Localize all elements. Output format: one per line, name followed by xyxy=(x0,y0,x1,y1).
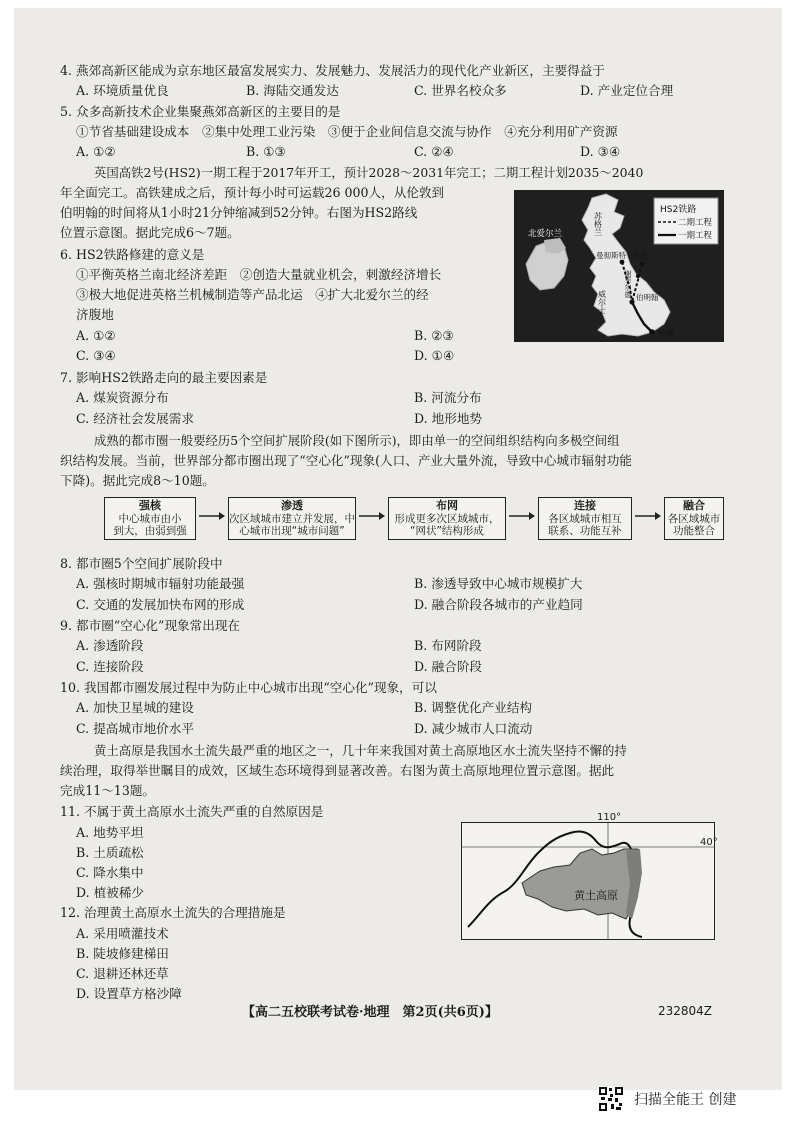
page-footer: 【高二五校联考试卷·地理 第2页(共6页)】 xyxy=(242,1005,498,1020)
flow-stage-1-desc1: 中心城市由小 xyxy=(118,512,182,525)
q9-option-a: A. 渗透阶段 xyxy=(76,638,144,653)
q4-option-c: C. 世界名校众多 xyxy=(414,83,507,98)
q5-stem: 5. 众多高新技术企业集聚燕郊高新区的主要目的是 xyxy=(60,104,341,119)
flow-stage-4-desc1: 各区域城市相互 xyxy=(548,512,622,525)
q4-stem: 4. 燕郊高新区能成为京东地区最富发展实力、发展魅力、发展活力的现代化产业新区，主要得益于 xyxy=(60,63,605,78)
metro-intro-line2: 织结构发展。当前，世界部分都市圈出现了“空心化”现象(人口、产业大量外流，导致中心城市辐射功能 xyxy=(60,453,632,468)
q6-stem: 6. HS2铁路修建的意义是 xyxy=(60,247,205,262)
flow-stage-4 xyxy=(538,497,632,540)
q6-item-line2: ③极大地促进英格兰机械制造等产品北运 ④扩大北爱尔兰的经 xyxy=(76,287,429,302)
legend-phase1-label: 一期工程 xyxy=(678,231,713,241)
label-birmingham: 伯明翰 xyxy=(636,293,659,302)
city-dot-manchester xyxy=(620,260,625,265)
q12-stem: 12. 治理黄土高原水土流失的合理措施是 xyxy=(60,905,286,920)
q12-option-a: A. 采用喷灌技术 xyxy=(76,926,169,941)
metro-intro-line1: 成熟的都市圈一般要经历5个空间扩展阶段(如下图所示)，即由单一的空间组织结构向多极空间组 xyxy=(94,433,620,448)
q7-option-c: C. 经济社会发展需求 xyxy=(76,411,194,426)
label-london: 伦敦 xyxy=(658,329,674,338)
loess-intro-line3: 完成11～13题。 xyxy=(60,783,156,798)
q5-items: ①节省基础建设成本 ②集中处理工业污染 ③便于企业间信息交流与协作 ④充分利用矿产资源 xyxy=(76,124,618,139)
q4-option-d: D. 产业定位合理 xyxy=(580,83,674,98)
scanner-watermark xyxy=(598,1086,736,1112)
q12-option-b: B. 陡坡修建梯田 xyxy=(76,946,169,961)
hs2-intro-line2: 年全面完工。高铁建成之后，预计每小时可运载26 000人，从伦敦到 xyxy=(60,185,445,200)
loess-map-graphic xyxy=(462,823,714,939)
loess-plateau-map xyxy=(461,822,715,940)
q11-option-c: C. 降水集中 xyxy=(76,865,144,880)
flow-stage-1-desc2: 到大，由弱到强 xyxy=(113,525,187,537)
q6-option-c: C. ③④ xyxy=(76,348,116,363)
q7-option-b: B. 河流分布 xyxy=(414,390,482,405)
q10-option-b: B. 调整优化产业结构 xyxy=(414,700,533,715)
q5-option-d: D. ③④ xyxy=(580,144,621,159)
flow-arrow-1 xyxy=(199,510,225,522)
q6-option-d: D. ①④ xyxy=(414,348,455,363)
q7-option-d: D. 地形地势 xyxy=(414,411,483,426)
q10-option-d: D. 减少城市人口流动 xyxy=(414,721,533,736)
label-scotland: 苏格兰 xyxy=(593,212,603,236)
flow-stage-2 xyxy=(228,497,356,540)
flow-stage-5 xyxy=(664,497,724,540)
city-dot-birmingham xyxy=(629,299,634,304)
loess-plateau-label: 黄土高原 xyxy=(574,889,618,902)
q12-option-c: C. 退耕还林还草 xyxy=(76,966,169,981)
longitude-label: 110° xyxy=(597,812,622,823)
city-dot-sheffield xyxy=(636,274,640,278)
q11-option-b: B. 土质疏松 xyxy=(76,845,144,860)
loess-intro-line1: 黄土高原是我国水土流失最严重的地区之一，几十年来我国对黄土高原地区水土流失坚持不懈的持 xyxy=(94,743,627,758)
label-sheffield: 谢菲尔德 xyxy=(624,270,632,298)
flow-stage-2-title: 渗透 xyxy=(281,499,303,512)
q7-stem: 7. 影响HS2铁路走向的最主要因素是 xyxy=(60,370,268,385)
flow-stage-4-desc2: 联系、功能互补 xyxy=(548,525,622,537)
flow-arrow-2 xyxy=(359,510,385,522)
flow-stage-5-desc1: 各区域城市 xyxy=(667,512,721,525)
q6-option-a: A. ①② xyxy=(76,328,116,343)
q10-option-a: A. 加快卫星城的建设 xyxy=(76,700,194,715)
hs2-intro-line3: 伯明翰的时间将从1小时21分钟缩减到52分钟。右图为HS2路线 xyxy=(60,205,418,220)
q9-option-d: D. 融合阶段 xyxy=(414,659,483,674)
q5-option-b: B. ①③ xyxy=(246,144,286,159)
q5-option-a: A. ①② xyxy=(76,144,116,159)
uk-map-graphic xyxy=(514,190,724,342)
hs2-intro-line1: 英国高铁2号(HS2)一期工程于2017年开工，预计2028～2031年完工；二期工程计划2035～2040 xyxy=(94,165,644,180)
flow-stage-2-desc1: 次区域城市建立并发展，中 xyxy=(229,512,355,525)
flow-arrow-3 xyxy=(509,510,535,522)
flow-arrow-4 xyxy=(635,510,661,522)
q12-option-d: D. 设置草方格沙障 xyxy=(76,986,182,1001)
flow-stage-3 xyxy=(388,497,506,540)
q10-stem: 10. 我国都市圈发展过程中为防止中心城市出现“空心化”现象，可以 xyxy=(60,680,437,695)
qr-code-icon xyxy=(598,1086,624,1112)
q4-option-a: A. 环境质量优良 xyxy=(76,83,169,98)
q6-option-b: B. ②③ xyxy=(414,328,454,343)
flow-stage-1 xyxy=(104,497,196,540)
q11-option-d: D. 植被稀少 xyxy=(76,885,145,900)
q11-option-a: A. 地势平坦 xyxy=(76,825,144,840)
q7-option-a: A. 煤炭资源分布 xyxy=(76,390,169,405)
q9-option-b: B. 布网阶段 xyxy=(414,638,482,653)
latitude-label: 40° xyxy=(700,837,718,848)
q6-item-line1: ①平衡英格兰南北经济差距 ②创造大量就业机会，刺激经济增长 xyxy=(76,267,442,282)
q5-option-c: C. ②④ xyxy=(414,144,454,159)
label-northern-ireland: 北爱尔兰 xyxy=(528,229,563,239)
flow-stage-3-desc1: 形成更多次区域城市， xyxy=(394,512,500,525)
scanner-watermark-text: 扫描全能王 创建 xyxy=(634,1092,737,1108)
label-leeds: 利兹 xyxy=(632,251,647,260)
q10-option-c: C. 提高城市地价水平 xyxy=(76,721,194,736)
flow-stage-1-title: 强核 xyxy=(139,499,161,512)
flow-stage-4-title: 连接 xyxy=(574,499,596,512)
metro-intro-line3: 下降)。据此完成8～10题。 xyxy=(60,473,215,488)
q9-stem: 9. 都市圈“空心化”现象常出现在 xyxy=(60,618,241,633)
label-manchester: 曼彻斯特 xyxy=(596,251,626,260)
flow-stage-5-title: 融合 xyxy=(683,499,705,512)
q8-option-c: C. 交通的发展加快布网的形成 xyxy=(76,597,245,612)
metro-stage-flowchart xyxy=(104,497,724,542)
q8-option-b: B. 渗透导致中心城市规模扩大 xyxy=(414,576,583,591)
hs2-route-map xyxy=(514,190,724,342)
q8-option-d: D. 融合阶段各城市的产业趋同 xyxy=(414,597,583,612)
hs2-intro-line4: 位置示意图。据此完成6～7题。 xyxy=(60,225,240,240)
q11-stem: 11. 不属于黄土高原水土流失严重的自然原因是 xyxy=(60,804,324,819)
paper-code: 232804Z xyxy=(658,1004,713,1018)
q4-option-b: B. 海陆交通发达 xyxy=(246,83,339,98)
flow-stage-2-desc2: 心城市出现“城市问题” xyxy=(239,525,345,537)
q6-item-line3: 济腹地 xyxy=(76,307,114,322)
q8-stem: 8. 都市圈5个空间扩展阶段中 xyxy=(60,556,223,571)
loess-intro-line2: 续治理，取得举世瞩目的成效，区域生态环境得到显著改善。右图为黄土高原地理位置示意图。据此 xyxy=(60,763,615,778)
flow-stage-5-desc2: 功能整合 xyxy=(673,525,715,537)
q9-option-c: C. 连接阶段 xyxy=(76,659,144,674)
legend-title: HS2铁路 xyxy=(660,205,697,215)
legend-phase2-label: 二期工程 xyxy=(678,218,713,228)
city-dot-london xyxy=(649,329,655,335)
city-dot-leeds xyxy=(640,262,645,267)
q8-option-a: A. 强核时期城市辐射功能最强 xyxy=(76,576,245,591)
loess-plateau-shape xyxy=(522,849,640,919)
flow-stage-3-title: 布网 xyxy=(436,499,458,512)
flow-stage-3-desc2: “网状”结构形成 xyxy=(410,525,484,537)
label-wales: 威尔士 xyxy=(597,290,607,314)
